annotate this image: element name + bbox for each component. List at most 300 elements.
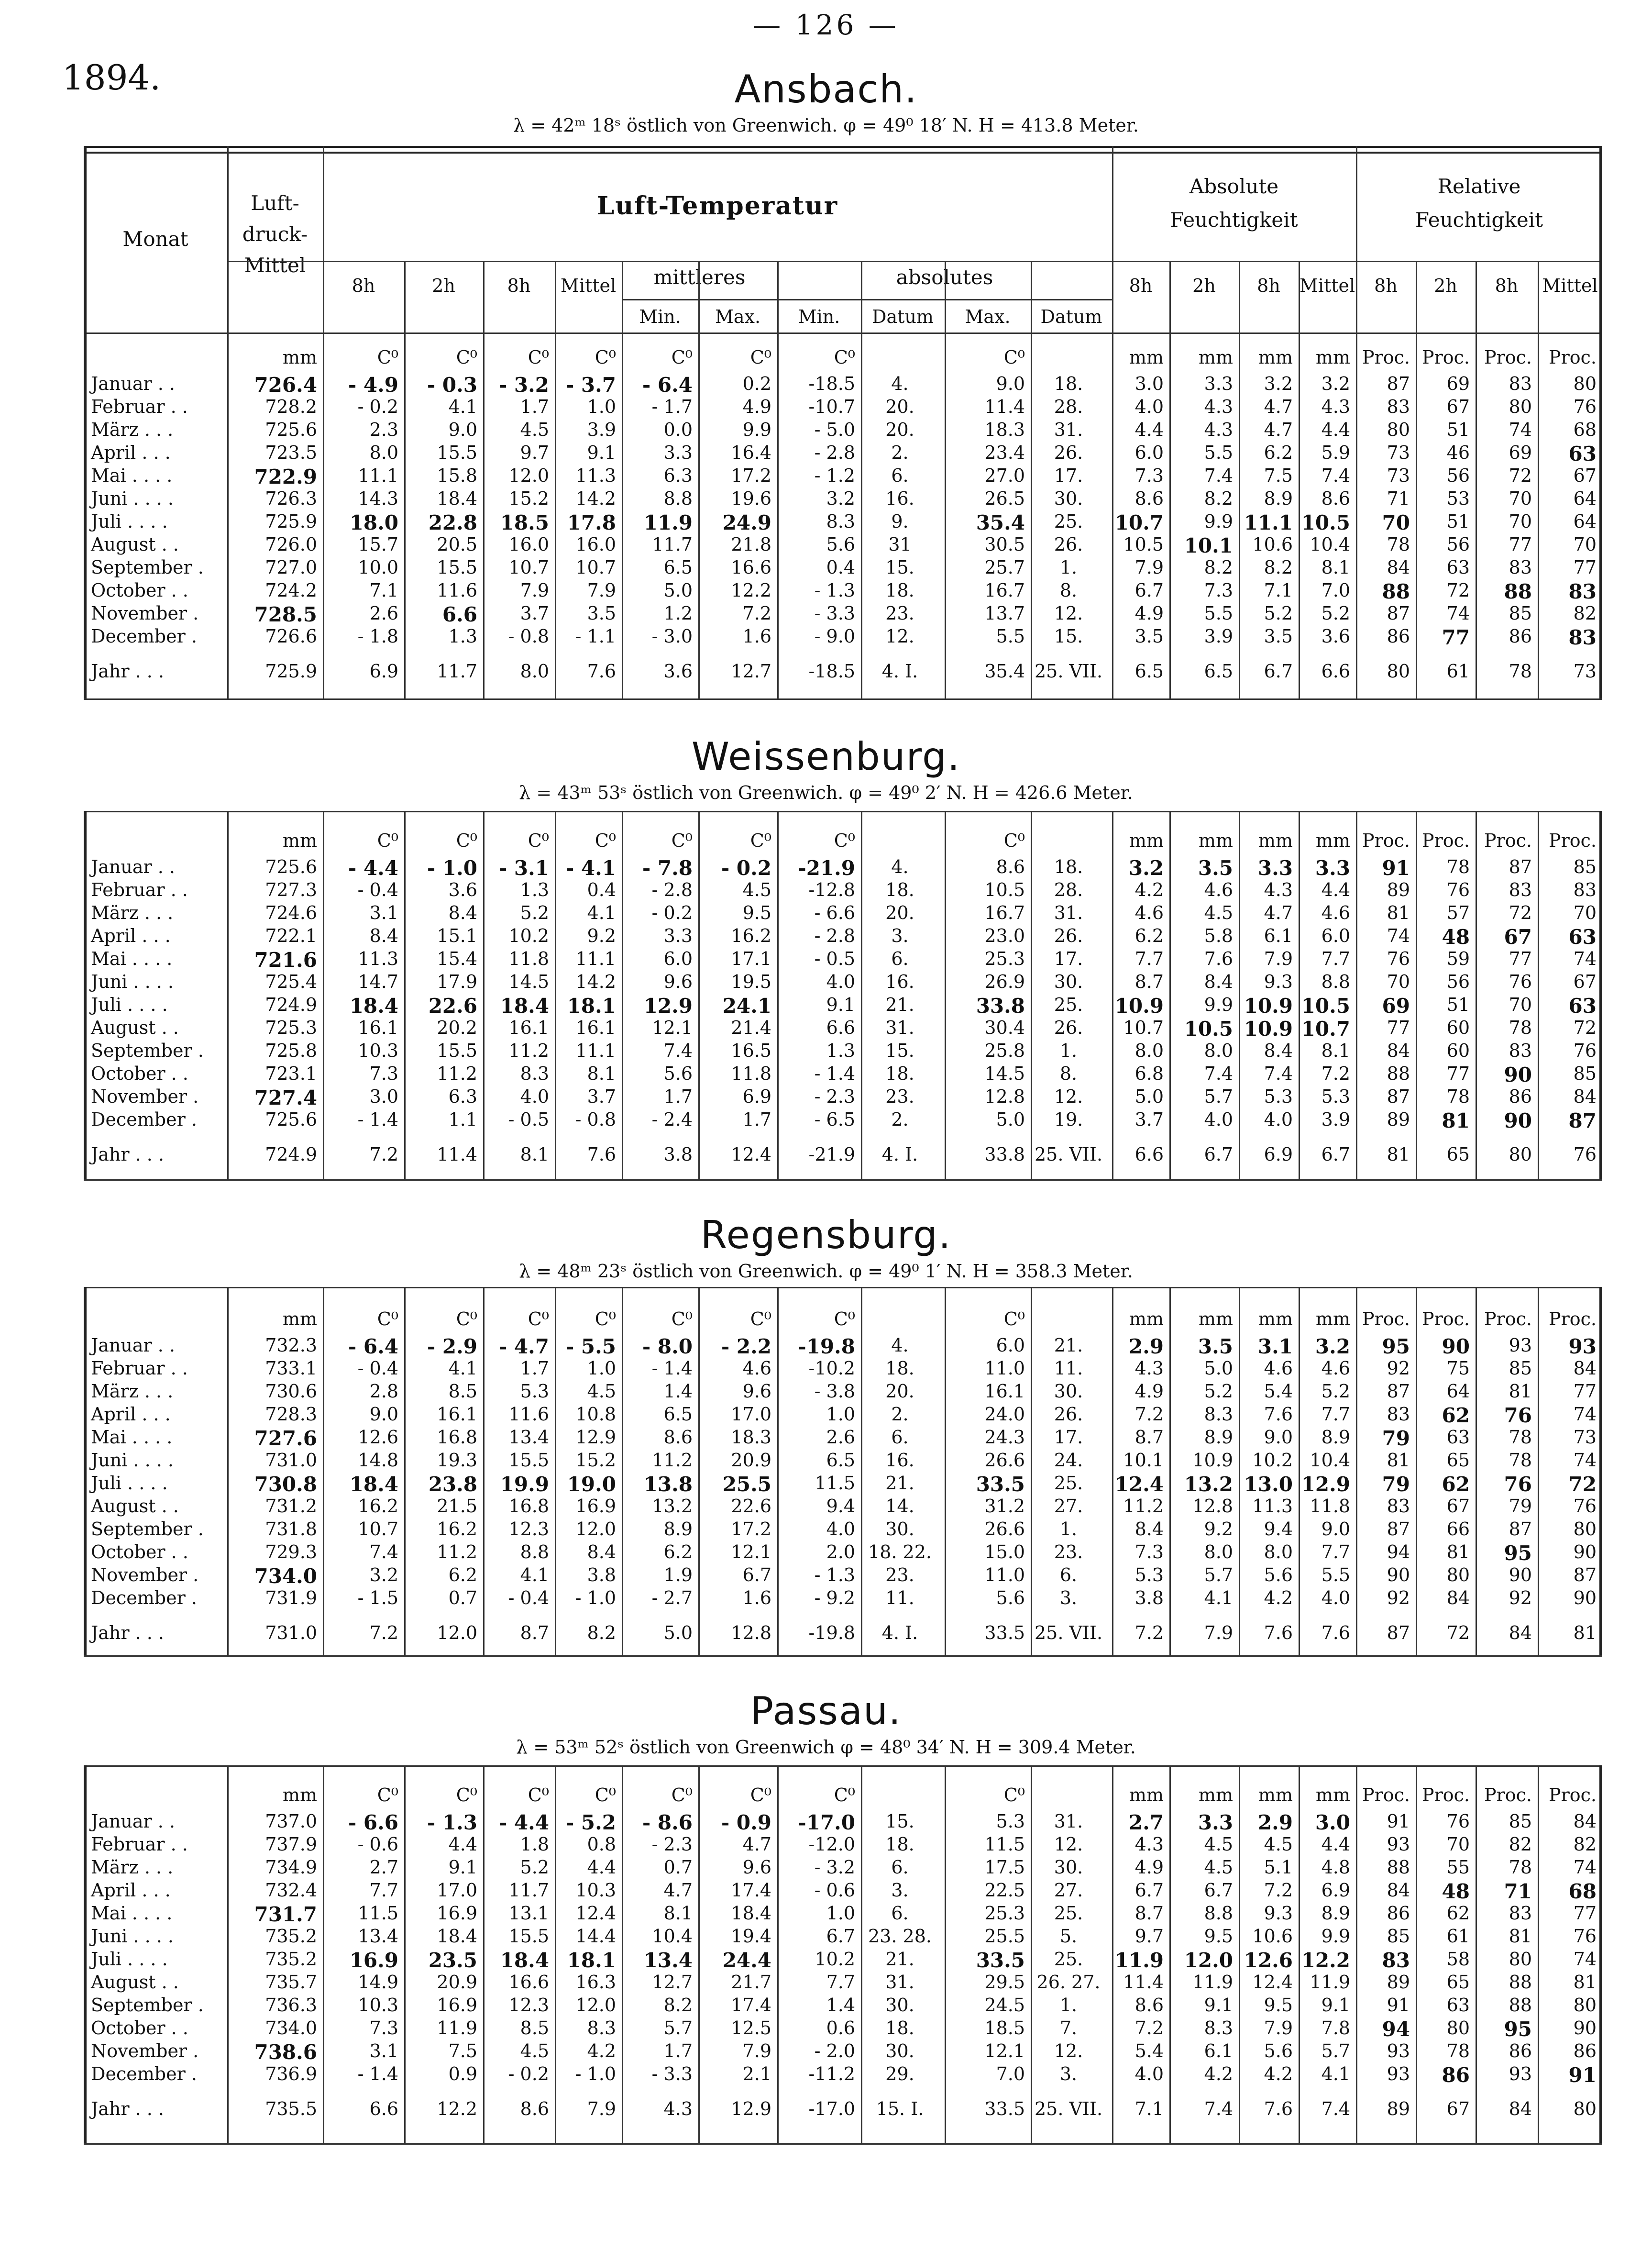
data-cell: 3.	[1059, 2063, 1078, 2084]
data-cell: 15.7	[358, 534, 398, 555]
data-cell: 12.0	[437, 1622, 477, 1643]
data-cell: 15.5	[437, 442, 477, 463]
data-cell: 69	[1509, 442, 1532, 463]
data-cell: 7.2	[1264, 1880, 1293, 1901]
data-cell: 17.	[1054, 465, 1083, 486]
data-cell: 80	[1446, 1564, 1470, 1585]
data-cell: 7.6	[1264, 1404, 1293, 1425]
data-cell: 9.0	[448, 419, 477, 440]
unit-label: mm	[282, 1784, 317, 1806]
month-label: November .	[91, 1086, 199, 1107]
unit-label: mm	[1315, 1308, 1350, 1329]
data-cell: 16.	[885, 488, 914, 509]
data-cell: 7.3	[369, 1063, 398, 1084]
data-cell: 14.7	[358, 971, 398, 992]
data-cell: 4.5	[1204, 1834, 1233, 1855]
data-cell: 18.4	[731, 1903, 771, 1924]
data-cell: 727.3	[265, 879, 317, 900]
data-cell: 86	[1509, 1086, 1532, 1107]
data-cell: 1.7	[663, 2040, 693, 2061]
data-cell: 7.9	[587, 2098, 616, 2119]
month-label: Mai . . . .	[91, 948, 173, 969]
data-cell: 23.	[885, 603, 914, 624]
data-cell: 2.8	[369, 1381, 398, 1402]
data-cell: 15.5	[437, 1040, 477, 1061]
data-cell: 4. I.	[881, 661, 918, 682]
data-cell: 9.7	[1134, 1926, 1164, 1947]
data-cell: 87	[1387, 1086, 1410, 1107]
station-title: Regensburg.	[700, 1213, 952, 1257]
data-cell: 80	[1573, 373, 1597, 394]
data-cell: 74	[1573, 1404, 1597, 1425]
data-cell: 77	[1573, 1903, 1597, 1924]
data-cell: 10.7	[575, 557, 616, 578]
data-cell: 67	[1573, 971, 1597, 992]
luftdruck-header: Luft-	[251, 191, 299, 215]
data-cell: 55	[1446, 1857, 1470, 1878]
data-cell: 76	[1446, 879, 1470, 900]
data-cell: 31.	[885, 1972, 914, 1993]
data-cell: 12.9	[575, 1427, 616, 1448]
month-label: Juni . . . .	[91, 488, 174, 509]
data-cell: 31.	[1054, 902, 1083, 923]
data-cell: 1.4	[663, 1381, 693, 1402]
data-cell: 9.0	[369, 1404, 398, 1425]
data-cell: 25. VII.	[1034, 1622, 1103, 1643]
data-cell: 8.4	[1264, 1040, 1293, 1061]
data-cell: -18.5	[808, 661, 855, 682]
section-bottom-rule	[84, 1179, 1602, 1181]
time-header: 2h	[1192, 275, 1216, 296]
data-cell: 3.1	[1257, 1335, 1293, 1358]
data-cell: 6.	[891, 1903, 909, 1924]
data-cell: 26.6	[984, 1450, 1025, 1471]
data-cell: 12.9	[1301, 1473, 1350, 1496]
data-cell: 63	[1568, 442, 1597, 465]
data-cell: 84	[1573, 1086, 1597, 1107]
data-cell: - 0.2	[651, 902, 693, 923]
data-cell: -18.5	[808, 373, 855, 394]
data-cell: 94	[1382, 2017, 1410, 2041]
data-cell: 4.7	[663, 1880, 693, 1901]
data-cell: 8.6	[1321, 488, 1350, 509]
data-cell: 10.5	[1301, 994, 1350, 1018]
data-cell: 12.1	[984, 2040, 1025, 2061]
data-cell: 3.3	[1198, 1811, 1233, 1834]
data-cell: 16.7	[984, 580, 1025, 601]
data-cell: 12.2	[437, 2098, 477, 2119]
data-cell: 93	[1387, 2040, 1410, 2061]
data-cell: 7.3	[369, 2017, 398, 2039]
data-cell: 7.7	[1321, 1541, 1350, 1562]
data-cell: 84	[1509, 2098, 1532, 2119]
station-title: Ansbach.	[734, 67, 918, 111]
data-cell: - 4.9	[348, 373, 398, 397]
unit-label: C⁰	[456, 347, 477, 368]
data-cell: 6.7	[1321, 1144, 1350, 1165]
month-label: December .	[91, 2063, 197, 2084]
data-cell: 20.5	[437, 534, 477, 555]
data-cell: 730.8	[254, 1473, 317, 1496]
data-cell: 26.6	[984, 1518, 1025, 1540]
unit-label: mm	[1198, 1784, 1233, 1806]
data-cell: 5.6	[663, 1063, 693, 1084]
data-cell: 19.	[1054, 1109, 1083, 1130]
data-cell: 14.9	[358, 1972, 398, 1993]
data-cell: 91	[1387, 1994, 1410, 2016]
data-cell: 84	[1573, 1811, 1597, 1832]
data-cell: 77	[1509, 948, 1532, 969]
section-bottom-rule	[84, 698, 1602, 700]
data-cell: 68	[1573, 419, 1597, 440]
data-cell: 11.5	[984, 1834, 1025, 1855]
data-cell: 33.5	[976, 1949, 1025, 1972]
data-cell: 6.5	[1134, 661, 1164, 682]
data-cell: 87	[1387, 373, 1410, 394]
data-cell: 74	[1387, 925, 1410, 946]
data-cell: - 0.3	[427, 373, 477, 397]
data-cell: 0.8	[587, 1834, 616, 1855]
month-label: August . .	[91, 1496, 179, 1517]
data-cell: 5.0	[1134, 1086, 1164, 1107]
data-cell: 78	[1509, 661, 1532, 682]
data-cell: 726.0	[265, 534, 317, 555]
unit-label: C⁰	[1003, 1784, 1025, 1806]
data-cell: - 1.3	[427, 1811, 477, 1834]
data-cell: 12.3	[508, 1518, 549, 1540]
data-cell: 26.9	[984, 971, 1025, 992]
unit-label: C⁰	[750, 1308, 771, 1329]
data-cell: 0.4	[587, 879, 616, 900]
data-cell: 17.4	[731, 1880, 771, 1901]
data-cell: 77	[1442, 626, 1470, 649]
data-cell: 5.2	[1264, 603, 1293, 624]
data-cell: 9.5	[1204, 1926, 1233, 1947]
unit-label: C⁰	[750, 1784, 771, 1806]
data-cell: 24.	[1054, 1450, 1083, 1471]
data-cell: 725.8	[265, 1040, 317, 1061]
data-cell: - 1.4	[357, 1109, 398, 1130]
data-cell: 6.8	[1134, 1063, 1164, 1084]
data-cell: 81	[1573, 1622, 1597, 1643]
unit-label: mm	[1258, 347, 1293, 368]
data-cell: 15.2	[575, 1450, 616, 1471]
data-cell: 77	[1573, 1381, 1597, 1402]
data-cell: 1.6	[742, 1587, 771, 1608]
data-cell: 21.5	[437, 1496, 477, 1517]
data-cell: 13.1	[508, 1903, 549, 1924]
data-cell: 3.7	[1134, 1109, 1164, 1130]
data-cell: 63	[1446, 1427, 1470, 1448]
data-cell: 17.2	[731, 465, 771, 486]
data-cell: 17.	[1054, 948, 1083, 969]
data-cell: 51	[1446, 994, 1470, 1015]
data-cell: 10.9	[1114, 994, 1164, 1018]
data-cell: 18.	[1054, 373, 1083, 394]
data-cell: 80	[1573, 2098, 1597, 2119]
data-cell: - 3.2	[498, 373, 549, 397]
data-cell: 80	[1573, 1994, 1597, 2016]
data-cell: 15.8	[437, 465, 477, 486]
time-header: 8h	[352, 275, 375, 296]
month-label: Januar . .	[91, 1335, 175, 1356]
data-cell: 10.4	[1310, 534, 1350, 555]
month-label: November .	[91, 1564, 199, 1585]
data-cell: 88	[1509, 1972, 1532, 1993]
data-cell: 8.7	[1134, 1903, 1164, 1924]
data-cell: 81	[1509, 1926, 1532, 1947]
data-cell: 4.2	[1264, 2063, 1293, 2084]
data-cell: 730.6	[265, 1381, 317, 1402]
month-label: Jahr . . .	[91, 1622, 165, 1643]
data-cell: - 0.4	[357, 1358, 398, 1379]
unit-label: Proc.	[1549, 1784, 1597, 1806]
data-cell: 10.8	[575, 1404, 616, 1425]
month-label: Juli . . . .	[91, 994, 168, 1015]
data-cell: - 8.6	[642, 1811, 693, 1834]
data-cell: 81	[1387, 1144, 1410, 1165]
data-cell: 77	[1509, 534, 1532, 555]
data-cell: 4.0	[826, 1518, 855, 1540]
data-cell: 13.4	[508, 1427, 549, 1448]
data-cell: 89	[1387, 1972, 1410, 1993]
month-label: December .	[91, 1109, 197, 1130]
month-label: März . . .	[91, 902, 174, 923]
data-cell: 4.7	[1264, 419, 1293, 440]
year-label: 1894.	[62, 57, 161, 98]
data-cell: 87	[1387, 1622, 1410, 1643]
data-cell: 76	[1504, 1404, 1532, 1427]
data-cell: 8.3	[826, 511, 855, 532]
data-cell: 734.0	[265, 2017, 317, 2039]
data-cell: 8.1	[587, 1063, 616, 1084]
data-cell: 20.	[885, 902, 914, 923]
data-cell: 11.4	[437, 1144, 477, 1165]
data-cell: 4.0	[1321, 1587, 1350, 1608]
data-cell: 6.7	[826, 1926, 855, 1947]
data-cell: 7.6	[587, 661, 616, 682]
data-cell: 62	[1442, 1473, 1470, 1496]
data-cell: 16.	[885, 1450, 914, 1471]
data-cell: 10.7	[508, 557, 549, 578]
data-cell: 20.	[885, 396, 914, 417]
data-cell: 24.1	[722, 994, 771, 1018]
data-cell: 88	[1382, 580, 1410, 603]
data-cell: 7.5	[448, 2040, 477, 2061]
data-cell: 84	[1573, 1358, 1597, 1379]
data-cell: 7.4	[663, 1040, 693, 1061]
data-cell: 12.9	[731, 2098, 771, 2119]
data-cell: 8.7	[1134, 971, 1164, 992]
unit-label: Proc.	[1422, 830, 1470, 851]
data-cell: 4.5	[520, 2040, 549, 2061]
data-cell: 12.5	[731, 2017, 771, 2039]
data-cell: 95	[1504, 2017, 1532, 2041]
data-cell: 10.9	[1244, 1017, 1293, 1041]
data-cell: 8.3	[587, 2017, 616, 2039]
data-cell: 30.5	[984, 534, 1025, 555]
data-cell: 8.4	[369, 925, 398, 946]
month-label: October . .	[91, 1541, 188, 1562]
data-cell: -19.8	[798, 1335, 855, 1358]
unit-label: C⁰	[595, 1784, 616, 1806]
data-cell: 87	[1387, 603, 1410, 624]
data-cell: 20.9	[731, 1450, 771, 1471]
time-header: Mittel	[1299, 275, 1355, 296]
data-cell: 88	[1387, 1857, 1410, 1878]
data-cell: 731.0	[265, 1622, 317, 1643]
data-cell: 78	[1446, 1086, 1470, 1107]
data-cell: 10.4	[1310, 1450, 1350, 1471]
data-cell: 25.8	[984, 1040, 1025, 1061]
unit-label: Proc.	[1362, 347, 1410, 368]
data-cell: 19.4	[731, 1926, 771, 1947]
month-label: Juli . . . .	[91, 511, 168, 532]
month-label: August . .	[91, 534, 179, 555]
unit-label: mm	[1315, 347, 1350, 368]
data-cell: 53	[1446, 488, 1470, 509]
data-cell: 731.2	[265, 1496, 317, 1517]
data-cell: 79	[1382, 1473, 1410, 1496]
monat-header: Monat	[122, 227, 188, 251]
data-cell: 10.7	[1301, 1017, 1350, 1041]
abs-feucht-header: Absolute	[1189, 175, 1279, 198]
data-cell: 1.0	[826, 1404, 855, 1425]
data-cell: 19.3	[437, 1450, 477, 1471]
unit-label: C⁰	[377, 347, 398, 368]
data-cell: 2.6	[826, 1427, 855, 1448]
data-cell: 83	[1387, 1404, 1410, 1425]
data-cell: 24.3	[984, 1427, 1025, 1448]
data-cell: 71	[1504, 1880, 1532, 1903]
data-cell: - 1.2	[814, 465, 855, 486]
data-cell: 12.0	[575, 1994, 616, 2016]
data-cell: 15.0	[984, 1541, 1025, 1562]
data-cell: 3.6	[1321, 626, 1350, 647]
data-cell: 11.4	[984, 396, 1025, 417]
data-cell: 8.9	[1204, 1427, 1233, 1448]
data-cell: 71	[1387, 488, 1410, 509]
data-cell: 8.7	[1134, 1427, 1164, 1448]
data-cell: 735.2	[265, 1949, 317, 1970]
data-cell: 68	[1568, 1880, 1597, 1903]
data-cell: 11.7	[652, 534, 693, 555]
data-cell: 4.1	[520, 1564, 549, 1585]
data-cell: 27.	[1054, 1880, 1083, 1901]
data-cell: 2.9	[1257, 1811, 1293, 1834]
data-cell: 14.2	[575, 971, 616, 992]
data-cell: 30.4	[984, 1017, 1025, 1038]
data-cell: 6.5	[663, 1404, 693, 1425]
data-cell: 735.7	[265, 1972, 317, 1993]
data-cell: 86	[1442, 2063, 1470, 2087]
data-cell: 90	[1573, 2017, 1597, 2039]
data-cell: 736.9	[265, 2063, 317, 2084]
data-cell: 76	[1509, 971, 1532, 992]
data-cell: 7.1	[1264, 580, 1293, 601]
data-cell: 5.6	[1264, 1564, 1293, 1585]
data-cell: 4.0	[520, 1086, 549, 1107]
data-cell: 70	[1509, 488, 1532, 509]
data-cell: 10.5	[1184, 1017, 1233, 1041]
data-cell: 60	[1446, 1017, 1470, 1038]
data-cell: 12.4	[575, 1903, 616, 1924]
unit-label: C⁰	[1003, 1308, 1025, 1329]
data-cell: 7.7	[826, 1972, 855, 1993]
data-cell: 63	[1568, 994, 1597, 1018]
data-cell: 4. I.	[881, 1622, 918, 1643]
data-cell: 16.6	[731, 557, 771, 578]
data-cell: 89	[1387, 1109, 1410, 1130]
data-cell: -11.2	[808, 2063, 855, 2084]
data-cell: 4.4	[587, 1857, 616, 1878]
minmax-header: Datum	[872, 306, 934, 327]
month-label: Juni . . . .	[91, 1450, 174, 1471]
data-cell: 3.8	[1134, 1587, 1164, 1608]
data-cell: 24.0	[984, 1404, 1025, 1425]
data-cell: 16.9	[437, 1994, 477, 2016]
data-cell: 724.2	[265, 580, 317, 601]
data-cell: 8.2	[1204, 488, 1233, 509]
unit-label: Proc.	[1422, 1308, 1470, 1329]
data-cell: 25.3	[984, 1903, 1025, 1924]
data-cell: 7.5	[1264, 465, 1293, 486]
data-cell: 738.6	[254, 2040, 317, 2064]
data-cell: 7.7	[1134, 948, 1164, 969]
data-cell: 3.0	[369, 1086, 398, 1107]
unit-label: mm	[1315, 1784, 1350, 1806]
unit-label: mm	[1258, 1308, 1293, 1329]
data-cell: 20.9	[437, 1972, 477, 1993]
data-cell: 4.5	[1204, 1857, 1233, 1878]
data-cell: 15.4	[437, 948, 477, 969]
time-header: Mittel	[1542, 275, 1598, 296]
data-cell: 4.6	[742, 1358, 771, 1379]
data-cell: 60	[1446, 1040, 1470, 1061]
data-cell: 16.9	[437, 1903, 477, 1924]
data-cell: 6.3	[448, 1086, 477, 1107]
data-cell: 80	[1509, 1144, 1532, 1165]
data-cell: 20.2	[437, 1017, 477, 1038]
data-cell: 67	[1504, 925, 1532, 949]
data-cell: 61	[1446, 1926, 1470, 1947]
data-cell: 56	[1446, 465, 1470, 486]
data-cell: 6.7	[1204, 1880, 1233, 1901]
data-cell: - 6.5	[814, 1109, 855, 1130]
month-label: April . . .	[91, 1880, 171, 1901]
data-cell: 93	[1387, 2063, 1410, 2084]
unit-label: Proc.	[1549, 830, 1597, 851]
data-cell: 4.2	[1134, 879, 1164, 900]
data-cell: 70	[1387, 971, 1410, 992]
data-cell: 4.1	[1204, 1587, 1233, 1608]
data-cell: 737.0	[265, 1811, 317, 1832]
unit-label: mm	[1129, 830, 1164, 851]
month-label: April . . .	[91, 925, 171, 946]
data-cell: 86	[1509, 2040, 1532, 2061]
data-cell: 8.9	[663, 1518, 693, 1540]
data-cell: - 2.4	[651, 1109, 693, 1130]
data-cell: 84	[1387, 1880, 1410, 1901]
data-cell: 4.	[891, 1335, 909, 1356]
data-cell: 11.6	[508, 1404, 549, 1425]
luftdruck-header: druck-	[242, 222, 308, 246]
data-cell: 4.3	[1204, 396, 1233, 417]
data-cell: 23.4	[984, 442, 1025, 463]
data-cell: 9.9	[1204, 994, 1233, 1015]
data-cell: 7.2	[742, 603, 771, 624]
rel-feucht-header: Relative	[1437, 175, 1521, 198]
